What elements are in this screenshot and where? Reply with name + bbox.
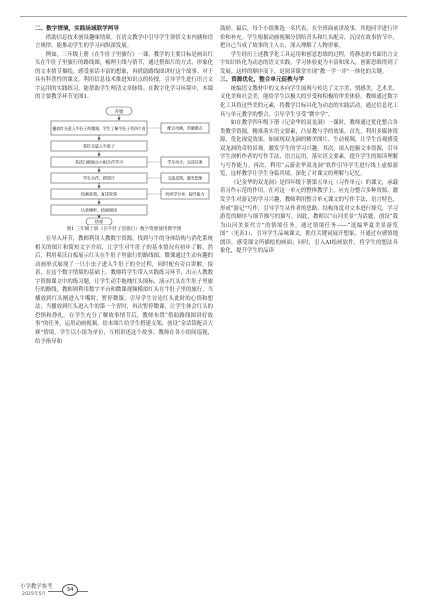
flow-step-3-label: 希沃白板展示小组合作学习: [75, 159, 123, 165]
left-paragraph-3: 在导入环节，教师利用人教数字资源，找到与牛的身体结构与消化系统相关的图片和简短文字介绍，让学生对牛肚子的基本情况有初步了解。然后，利用希沃白板展示红头在牛肚子里旅行的路线图，微课通过生动有趣的动画形式展现了一只小虫子进入牛肚子的全过程，同时配有旁白讲解。接着，在这个数字情境的基础上，教师将学生带入实践练习环节，出示人教数字资源课文中的练习题，让学生动手拖拽红头图标，演示红头在牛肚子里旅行的路线。教师则利用数字平台和微课视频模拟红头在牛肚子里的旅行，当播放到红头刚进入牛嘴时，暂停微课，引导学生讨论红头此时的心情和想法；当播放到红头进入牛的第一个胃时，再次暂停微课，让学生体会红头的恐惧和挣扎。在学生充分了解故事情节后，教师布置“借助路线图讲好故事”的任务，运用动画视频，给本图片给学生搭建支架，创设“金话筒配音大赛”情境。学生以小组为单位，互相讲述这个故事。教师在各小组间巡视，给予指导和: [35, 235, 214, 345]
section-3-title: 三、资源优化，整合单元促教与学: [220, 77, 304, 84]
left-column: [35, 25, 213, 346]
right-column: [220, 25, 398, 256]
section-2-title: 二、数字情境，实践场域联学两导: [35, 26, 119, 32]
journal-name: 小学教学参考: [20, 584, 53, 590]
flow-start-label: 开始: [114, 109, 124, 115]
issue-date: 2025年5月: [22, 592, 47, 597]
right-paragraph-5: 《记金华的双龙洞》是四年级下册第五单元（习作单元）的课文，承载着习作示范的作用。在对这一单元的整体教学上，应充分整合多种资源，激发学生对游记的学习兴趣，教师利用整合单元课文的写作手法、语言特色，形成“游记”写作，引导学生从作者的思路、结构角度对文本进行探究，学习游览的顺序与细节描写的描写。因此，教师以“山河美景”为话题，创设“我为山河美景代言”的情境任务。通过情境任务——“选编华夏美景游览图”（见表1），引导学生品味课文，抓住关键词展开想象，开通过有感情地朗读，感受课文所描绘的画面；同时，引入AI绘画软件，将学生的想法具象化，提升学生的品读: [220, 179, 399, 255]
left-paragraph-2: 例如，三年级上册《在牛肚子里旅行》一课，教学的主要目标是画出红头在牛肚子里旅行的路线图，梳理主线与情节，通过搭图片的方式，形象化的文本情节描绘，感受童话丰富的想象，再借助路线图讲好这个故事。对于具有科普性的课文，利用信息技术推进知识点的传授，引导学生进行语言文字运用的实践练习，能帮助学生理清文章脉络。在数字化学习环境中，本课的主要教学环节见图1。: [35, 51, 213, 101]
right-paragraph-2: 学生经历上述教学化工具运用和创意思维的过程，将静态的书面语言文字知识转化为动态的语文实践，学习体验更为丰富和深入，创新思维得到了发展。这样的顺序而下，是阅读课堂实现“教一学一评”一体化的关键。: [220, 51, 398, 75]
flow-step-5-label: 绘画故事，复述故事: [81, 191, 117, 197]
page-footer: [20, 582, 200, 600]
flow-step-6-label: 认真倾听，拓展阅读: [81, 207, 117, 213]
header-rule: [20, 16, 407, 17]
flow-step-4-label: 学生合作，搭图片: [83, 175, 115, 181]
flow-step-2-label: 看红头进入牛肚子: [83, 143, 115, 149]
flow-diagram: [35, 105, 213, 225]
figure-caption: 图1 三年级上册《在牛肚子里旅行》数字资源使用教学图: [66, 226, 182, 232]
left-paragraph-1: 借助信息技术创设趣味情境。在语文教学中引导学生领悟文本内涵和语言规律，能推动学生的学习向纵深发展。: [35, 34, 213, 50]
flow-step-1-label: 播放红头进入牛肚子的微课，学生了解牛肚子有四个胃: [52, 125, 146, 131]
page-number: 34: [62, 584, 78, 596]
right-paragraph-4: 如在教学四年级下册《记金华的双龙洞》一课时，教师通过优化整合各类教学资源，精准落实语文要素，凸显教与学的效果。首先，利用多媒体资源，优化视觉效果。如展现双龙洞的精美图片、生动视频，让学生直观感受双龙洞的奇特景观，激发学生的学习兴趣。其次，深入挖掘文本资源，引导学生剖析作者的写作手法、语言运用，落实语文要素，提升学生的阅读理解与写作能力。再次，利用“云游金华双龙洞”软件引导学生进行线上虚拟游览，这样教学让学生身临其境，深化了对课文的理解与记忆。: [220, 120, 398, 178]
flow-right-3-label: 交流反馈，激发想象: [167, 175, 203, 181]
right-paragraph-1: 鼓励。最后，每个小组推选一名代表，在全班面前讲故事，其他同学进行评价和补充。学生根据动画视频分别给青头和红头配音，沉浸在故事情节中，把自己当成了故事的主人公，深入理解了人物形象。: [220, 26, 398, 50]
flow-right-1-label: 配合动画，突破难点: [167, 125, 203, 131]
flow-right-2-label: 学生动手，完成任务: [167, 159, 203, 165]
flow-right-4-label: 听同学分享，提升能力: [165, 191, 205, 197]
right-paragraph-3: 统编语文教材中的文本向学生展现与传达了文字美、情感美、艺术美、文化美和社会美，能给学生以极大的享受和积极的审美体验。教师通过数字化工具将这些美的元素，将教学目标具化为动态的实践活动，通过信息化工具与单元教学的整合，引导学生享受“微中学”。: [220, 85, 398, 118]
flow-end-label: 结束: [94, 219, 104, 225]
